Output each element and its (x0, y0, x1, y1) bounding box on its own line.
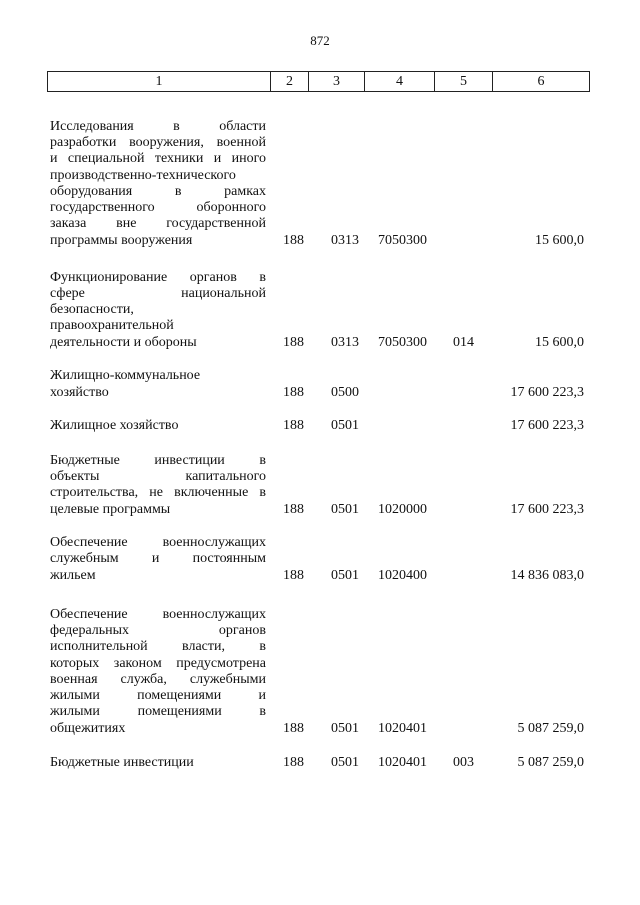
row-col6: 14 836 083,0 (510, 567, 584, 583)
row-name-line: федеральных органов (50, 622, 266, 638)
row-col4: 1020401 (378, 720, 427, 736)
row-col4: 7050300 (378, 232, 427, 248)
column-header-row (48, 72, 590, 92)
row-col3: 0501 (331, 567, 359, 583)
row-col2: 188 (283, 720, 304, 736)
row-name (50, 418, 266, 434)
row-name-line: и специальной техники и иного (50, 151, 266, 167)
row-col4: 7050300 (378, 334, 427, 350)
row-name (50, 607, 266, 737)
row-name-line: общежитиях (50, 720, 126, 736)
row-name-line: деятельности и обороны (50, 334, 197, 350)
row-col4: 1020000 (378, 501, 427, 517)
row-col6: 15 600,0 (535, 334, 584, 350)
row-col3: 0501 (331, 720, 359, 736)
column-header-2: 2 (271, 72, 309, 92)
row-col3: 0313 (331, 232, 359, 248)
row-col3: 0501 (331, 417, 359, 433)
row-name-line: заказа вне государственной (50, 216, 266, 232)
row-name-line: Функционирование органов в (50, 269, 266, 285)
row-name-line: хозяйство (50, 384, 109, 400)
row-name (50, 453, 266, 518)
row-col5: 003 (453, 754, 474, 770)
row-col5: 014 (453, 334, 474, 350)
row-name-line: сфере национальной (50, 285, 266, 301)
row-name-line: Жилищное хозяйство (50, 417, 179, 433)
row-name-line: государственного оборонного (50, 200, 266, 216)
column-header-4: 4 (365, 72, 435, 92)
row-name-line: Обеспечение военнослужащих (50, 606, 266, 622)
row-name-line: производственно-технического (50, 167, 236, 183)
row-name-line: служебным и постоянным (50, 551, 266, 567)
row-name-line: которых законом предусмотрена (50, 655, 266, 671)
row-name-line: программы вооружения (50, 232, 193, 248)
row-name-line: жилыми помещениями и (50, 688, 266, 704)
column-header-table (47, 71, 590, 92)
row-col6: 17 600 223,3 (510, 417, 584, 433)
row-name-line: разработки вооружения, военной (50, 134, 266, 150)
row-col2: 188 (283, 754, 304, 770)
row-name (50, 535, 266, 584)
row-name (50, 119, 266, 249)
row-name-line: объекты капитального (50, 469, 266, 485)
row-name-line: Обеспечение военнослужащих (50, 535, 266, 551)
row-name-line: жильем (50, 567, 96, 583)
row-col6: 15 600,0 (535, 232, 584, 248)
row-name-line: правоохранительной (50, 318, 174, 334)
row-col2: 188 (283, 417, 304, 433)
row-name-line: Исследования в области (50, 118, 266, 134)
row-col2: 188 (283, 567, 304, 583)
row-col3: 0501 (331, 754, 359, 770)
row-col4: 1020401 (378, 754, 427, 770)
row-name-line: исполнительной власти, в (50, 639, 266, 655)
row-col3: 0501 (331, 501, 359, 517)
column-header-5: 5 (435, 72, 493, 92)
row-col2: 188 (283, 384, 304, 400)
row-name-line: оборудования в рамках (50, 183, 266, 199)
row-col2: 188 (283, 334, 304, 350)
row-name (50, 270, 266, 351)
row-col2: 188 (283, 501, 304, 517)
column-header-1: 1 (48, 72, 271, 92)
row-name-line: безопасности, (50, 302, 134, 318)
row-col4: 1020400 (378, 567, 427, 583)
row-name-line: целевые программы (50, 501, 171, 517)
row-name-line: жилыми помещениями в (50, 704, 266, 720)
row-col3: 0500 (331, 384, 359, 400)
row-col3: 0313 (331, 334, 359, 350)
row-col2: 188 (283, 232, 304, 248)
column-header-3: 3 (309, 72, 365, 92)
row-col6: 17 600 223,3 (510, 501, 584, 517)
row-col6: 5 087 259,0 (517, 754, 584, 770)
row-name-line: Бюджетные инвестиции в (50, 452, 266, 468)
column-header-6: 6 (493, 72, 590, 92)
row-name-line: военная служба, служебными (50, 671, 266, 687)
row-name-line: строительства, не включенные в (50, 485, 266, 501)
row-name-line: Бюджетные инвестиции (50, 754, 194, 770)
row-name-line: Жилищно-коммунальное (50, 368, 201, 384)
row-name (50, 368, 266, 401)
row-col6: 17 600 223,3 (510, 384, 584, 400)
row-name (50, 755, 266, 771)
page-number: 872 (310, 33, 330, 48)
row-col6: 5 087 259,0 (517, 720, 584, 736)
